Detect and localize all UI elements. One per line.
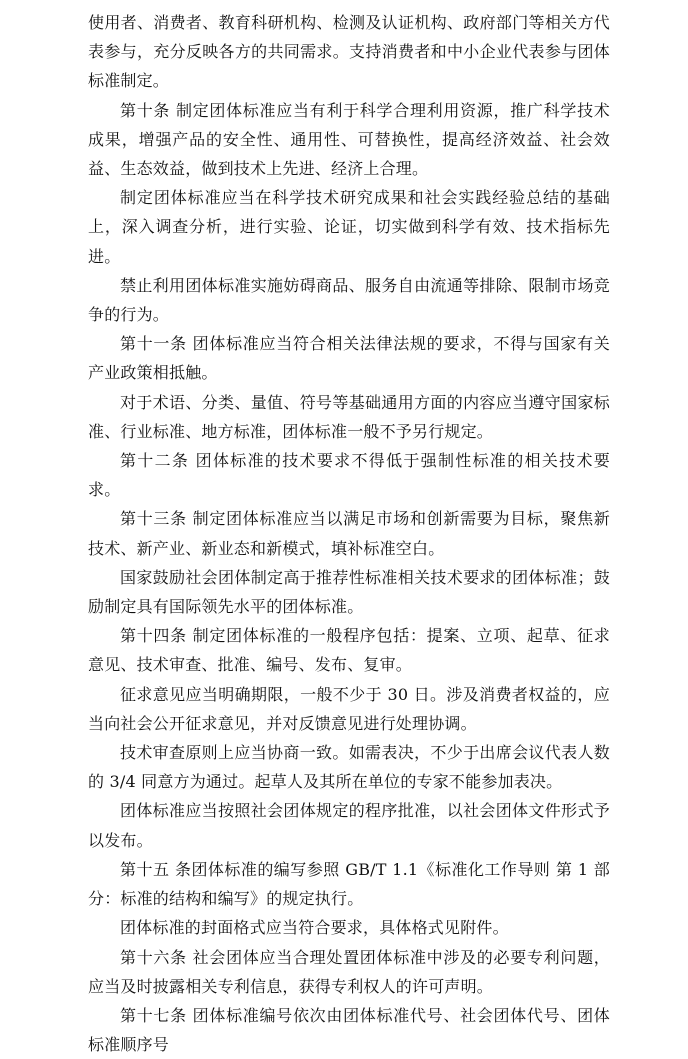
paragraph-article-12: 第十二条 团体标准的技术要求不得低于强制性标准的相关技术要求。 (88, 451, 610, 500)
paragraph-1: 使用者、消费者、教育科研机构、检测及认证机构、政府部门等相关方代表参与，充分反映各方的共同需求。支持消费者和中小企业代表参与团体标准制定。 (88, 13, 610, 91)
paragraph-4: 禁止利用团体标准实施妨碍商品、服务自由流通等排除、限制市场竞争的行为。 (88, 275, 610, 325)
paragraph-15: 团体标准的封面格式应当符合要求，具体格式见附件。 (120, 918, 509, 938)
paragraph-11: 征求意见应当明确期限，一般不少于 30 日。涉及消费者权益的，应当向社会公开征求意见，并对反馈意见进行处理协调。 (88, 684, 610, 733)
paragraph-13: 团体标准应当按照社会团体规定的程序批准，以社会团体文件形式予以发布。 (88, 801, 610, 850)
paragraph-12: 技术审查原则上应当协商一致。如需表决，不少于出席会议代表人数的 3/4 同意方为通过。起草人及其所在单位的专家不能参加表决。 (88, 743, 610, 792)
paragraph-article-13: 第十三条 制定团体标准应当以满足市场和创新需要为目标，聚焦新技术、新产业、新业态和新模式，填补标准空白。 (88, 509, 610, 558)
paragraph-3: 制定团体标准应当在科学技术研究成果和社会实践经验总结的基础上，深入调查分析，进行实验、论证，切实做到科学有效、技术指标先进。 (88, 188, 610, 266)
paragraph-6: 对于术语、分类、量值、符号等基础通用方面的内容应当遵守国家标准、行业标准、地方标准，团体标准一般不予另行规定。 (88, 392, 610, 441)
paragraph-article-15: 第十五 条团体标准的编写参照 GB/T 1.1《标准化工作导则 第 1 部分：标准的结构和编写》的规定执行。 (88, 859, 610, 909)
paragraph-article-10: 第十条 制定团体标准应当有利于科学合理利用资源，推广科学技术成果，增强产品的安全性、通用性、可替换性，提高经济效益、社会效益、生态效益，做到技术上先进、经济上合理。 (88, 100, 610, 179)
paragraph-9: 国家鼓励社会团体制定高于推荐性标准相关技术要求的团体标准；鼓励制定具有国际领先水平的团体标准。 (88, 567, 610, 617)
paragraph-article-17: 第十七条 团体标准编号依次由团体标准代号、社会团体代号、团体标准顺序号 (88, 1005, 610, 1055)
paragraph-article-16: 第十六条 社会团体应当合理处置团体标准中涉及的必要专利问题，应当及时披露相关专利信息，获得专利权人的许可声明。 (88, 947, 610, 996)
document-body (88, 8, 610, 1059)
paragraph-article-14: 第十四条 制定团体标准的一般程序包括：提案、立项、起草、征求意见、技术审查、批准、编号、发布、复审。 (88, 626, 610, 675)
paragraph-article-11: 第十一条 团体标准应当符合相关法律法规的要求，不得与国家有关产业政策相抵触。 (88, 334, 610, 383)
